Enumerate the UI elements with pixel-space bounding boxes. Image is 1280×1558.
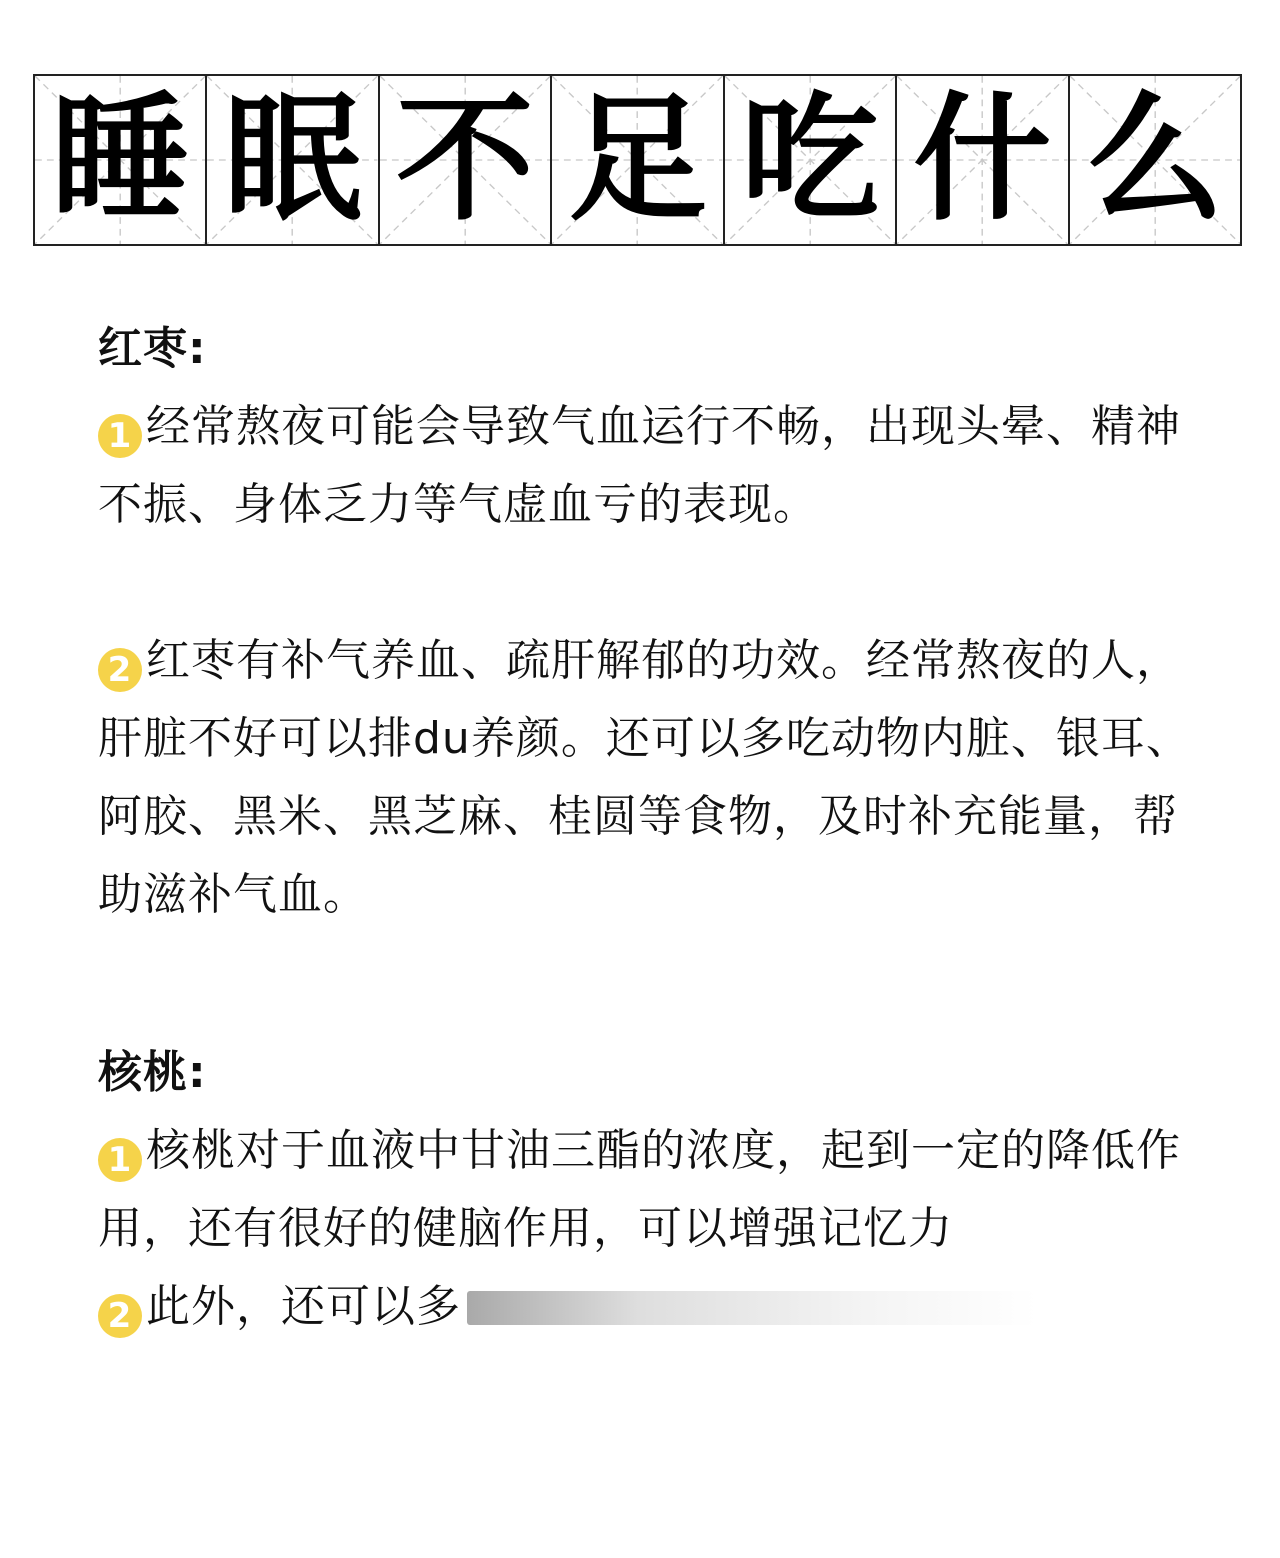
list-item	[98, 1112, 1208, 1268]
number-two-icon: 2	[98, 1294, 142, 1338]
title-cell	[897, 76, 1069, 244]
item-text: 红枣有补气养血、疏肝解郁的功效。经常熬夜的人，肝脏不好可以排du养颜。还可以多吃动物内脏、银耳、阿胶、黑米、黑芝麻、桂圆等食物，及时补充能量，帮助滋补气血。	[98, 635, 1191, 920]
title-cell	[552, 76, 724, 244]
title-char: 吃	[740, 79, 879, 240]
section-gap	[98, 934, 1208, 1034]
title-grid	[33, 74, 1242, 246]
paragraph-gap	[98, 544, 1208, 622]
item-text: 核桃对于血液中甘油三酯的浓度，起到一定的降低作用，还有很好的健脑作用，可以增强记忆力	[98, 1125, 1181, 1254]
list-item	[98, 388, 1208, 544]
title-cell	[35, 76, 207, 244]
title-char: 眠	[223, 79, 362, 240]
section-heading-jujube: 红枣:	[98, 323, 207, 374]
title-char: 足	[568, 79, 707, 240]
number-two-icon: 2	[98, 648, 142, 692]
item-text: 此外，还可以多	[146, 1281, 461, 1332]
title-char: 睡	[51, 79, 190, 240]
truncation-fade	[467, 1291, 1037, 1325]
item-text: 经常熬夜可能会导致气血运行不畅，出现头晕、精神不振、身体乏力等气虚血亏的表现。	[98, 401, 1181, 530]
article-body	[98, 310, 1208, 1346]
number-one-icon: 1	[98, 414, 142, 458]
title-cell	[207, 76, 379, 244]
title-char: 什	[913, 79, 1052, 240]
list-item	[98, 622, 1208, 934]
list-item	[98, 1268, 1208, 1346]
title-char: 么	[1085, 79, 1224, 240]
title-char: 不	[396, 79, 535, 240]
title-cell	[725, 76, 897, 244]
title-cell	[1070, 76, 1240, 244]
title-cell	[380, 76, 552, 244]
number-one-icon: 1	[98, 1138, 142, 1182]
section-heading-walnut: 核桃:	[98, 1047, 207, 1098]
